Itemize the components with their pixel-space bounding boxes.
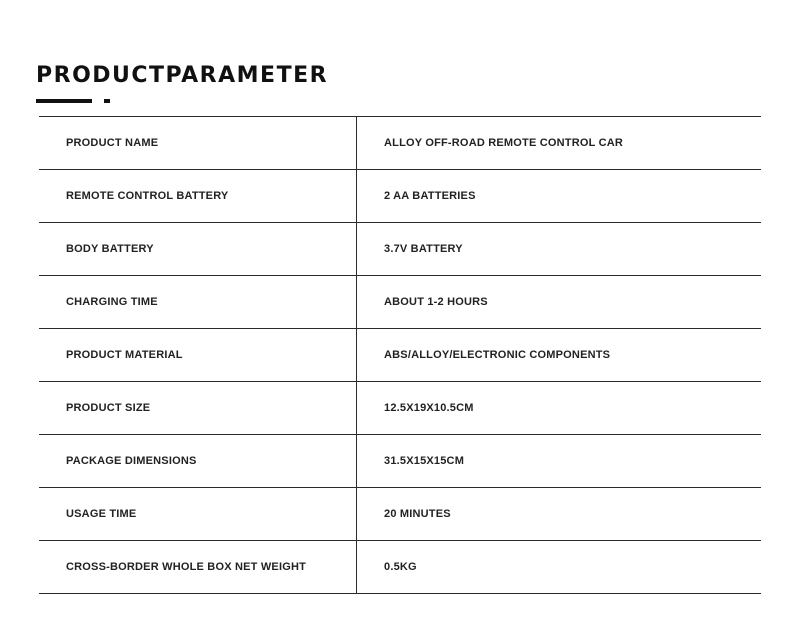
parameter-label: PRODUCT NAME bbox=[39, 117, 357, 170]
parameter-value: 20 MINUTES bbox=[357, 488, 762, 541]
parameter-value: 2 AA BATTERIES bbox=[357, 170, 762, 223]
table-row bbox=[39, 541, 761, 594]
parameter-table bbox=[39, 116, 761, 594]
parameter-value: 3.7V BATTERY bbox=[357, 223, 762, 276]
parameter-label: PRODUCT MATERIAL bbox=[39, 329, 357, 382]
parameter-value: 31.5X15X15CM bbox=[357, 435, 762, 488]
parameter-label: PRODUCT SIZE bbox=[39, 382, 357, 435]
parameter-label: USAGE TIME bbox=[39, 488, 357, 541]
parameter-value: ALLOY OFF-ROAD REMOTE CONTROL CAR bbox=[357, 117, 762, 170]
table-row bbox=[39, 488, 761, 541]
parameter-label: REMOTE CONTROL BATTERY bbox=[39, 170, 357, 223]
parameter-value: ABS/ALLOY/ELECTRONIC COMPONENTS bbox=[357, 329, 762, 382]
table-row bbox=[39, 329, 761, 382]
title-underline-short bbox=[104, 99, 110, 103]
table-row bbox=[39, 435, 761, 488]
parameter-value: 0.5KG bbox=[357, 541, 762, 594]
table-row bbox=[39, 382, 761, 435]
title-underline-long bbox=[36, 99, 92, 103]
parameter-value: 12.5X19X10.5CM bbox=[357, 382, 762, 435]
table-row bbox=[39, 170, 761, 223]
table-row bbox=[39, 223, 761, 276]
table-row bbox=[39, 276, 761, 329]
page-title: PRODUCTPARAMETER bbox=[36, 63, 329, 88]
parameter-label: BODY BATTERY bbox=[39, 223, 357, 276]
parameter-label: CHARGING TIME bbox=[39, 276, 357, 329]
table-row bbox=[39, 117, 761, 170]
parameter-label: PACKAGE DIMENSIONS bbox=[39, 435, 357, 488]
parameter-value: ABOUT 1-2 HOURS bbox=[357, 276, 762, 329]
parameter-label: CROSS-BORDER WHOLE BOX NET WEIGHT bbox=[39, 541, 357, 594]
